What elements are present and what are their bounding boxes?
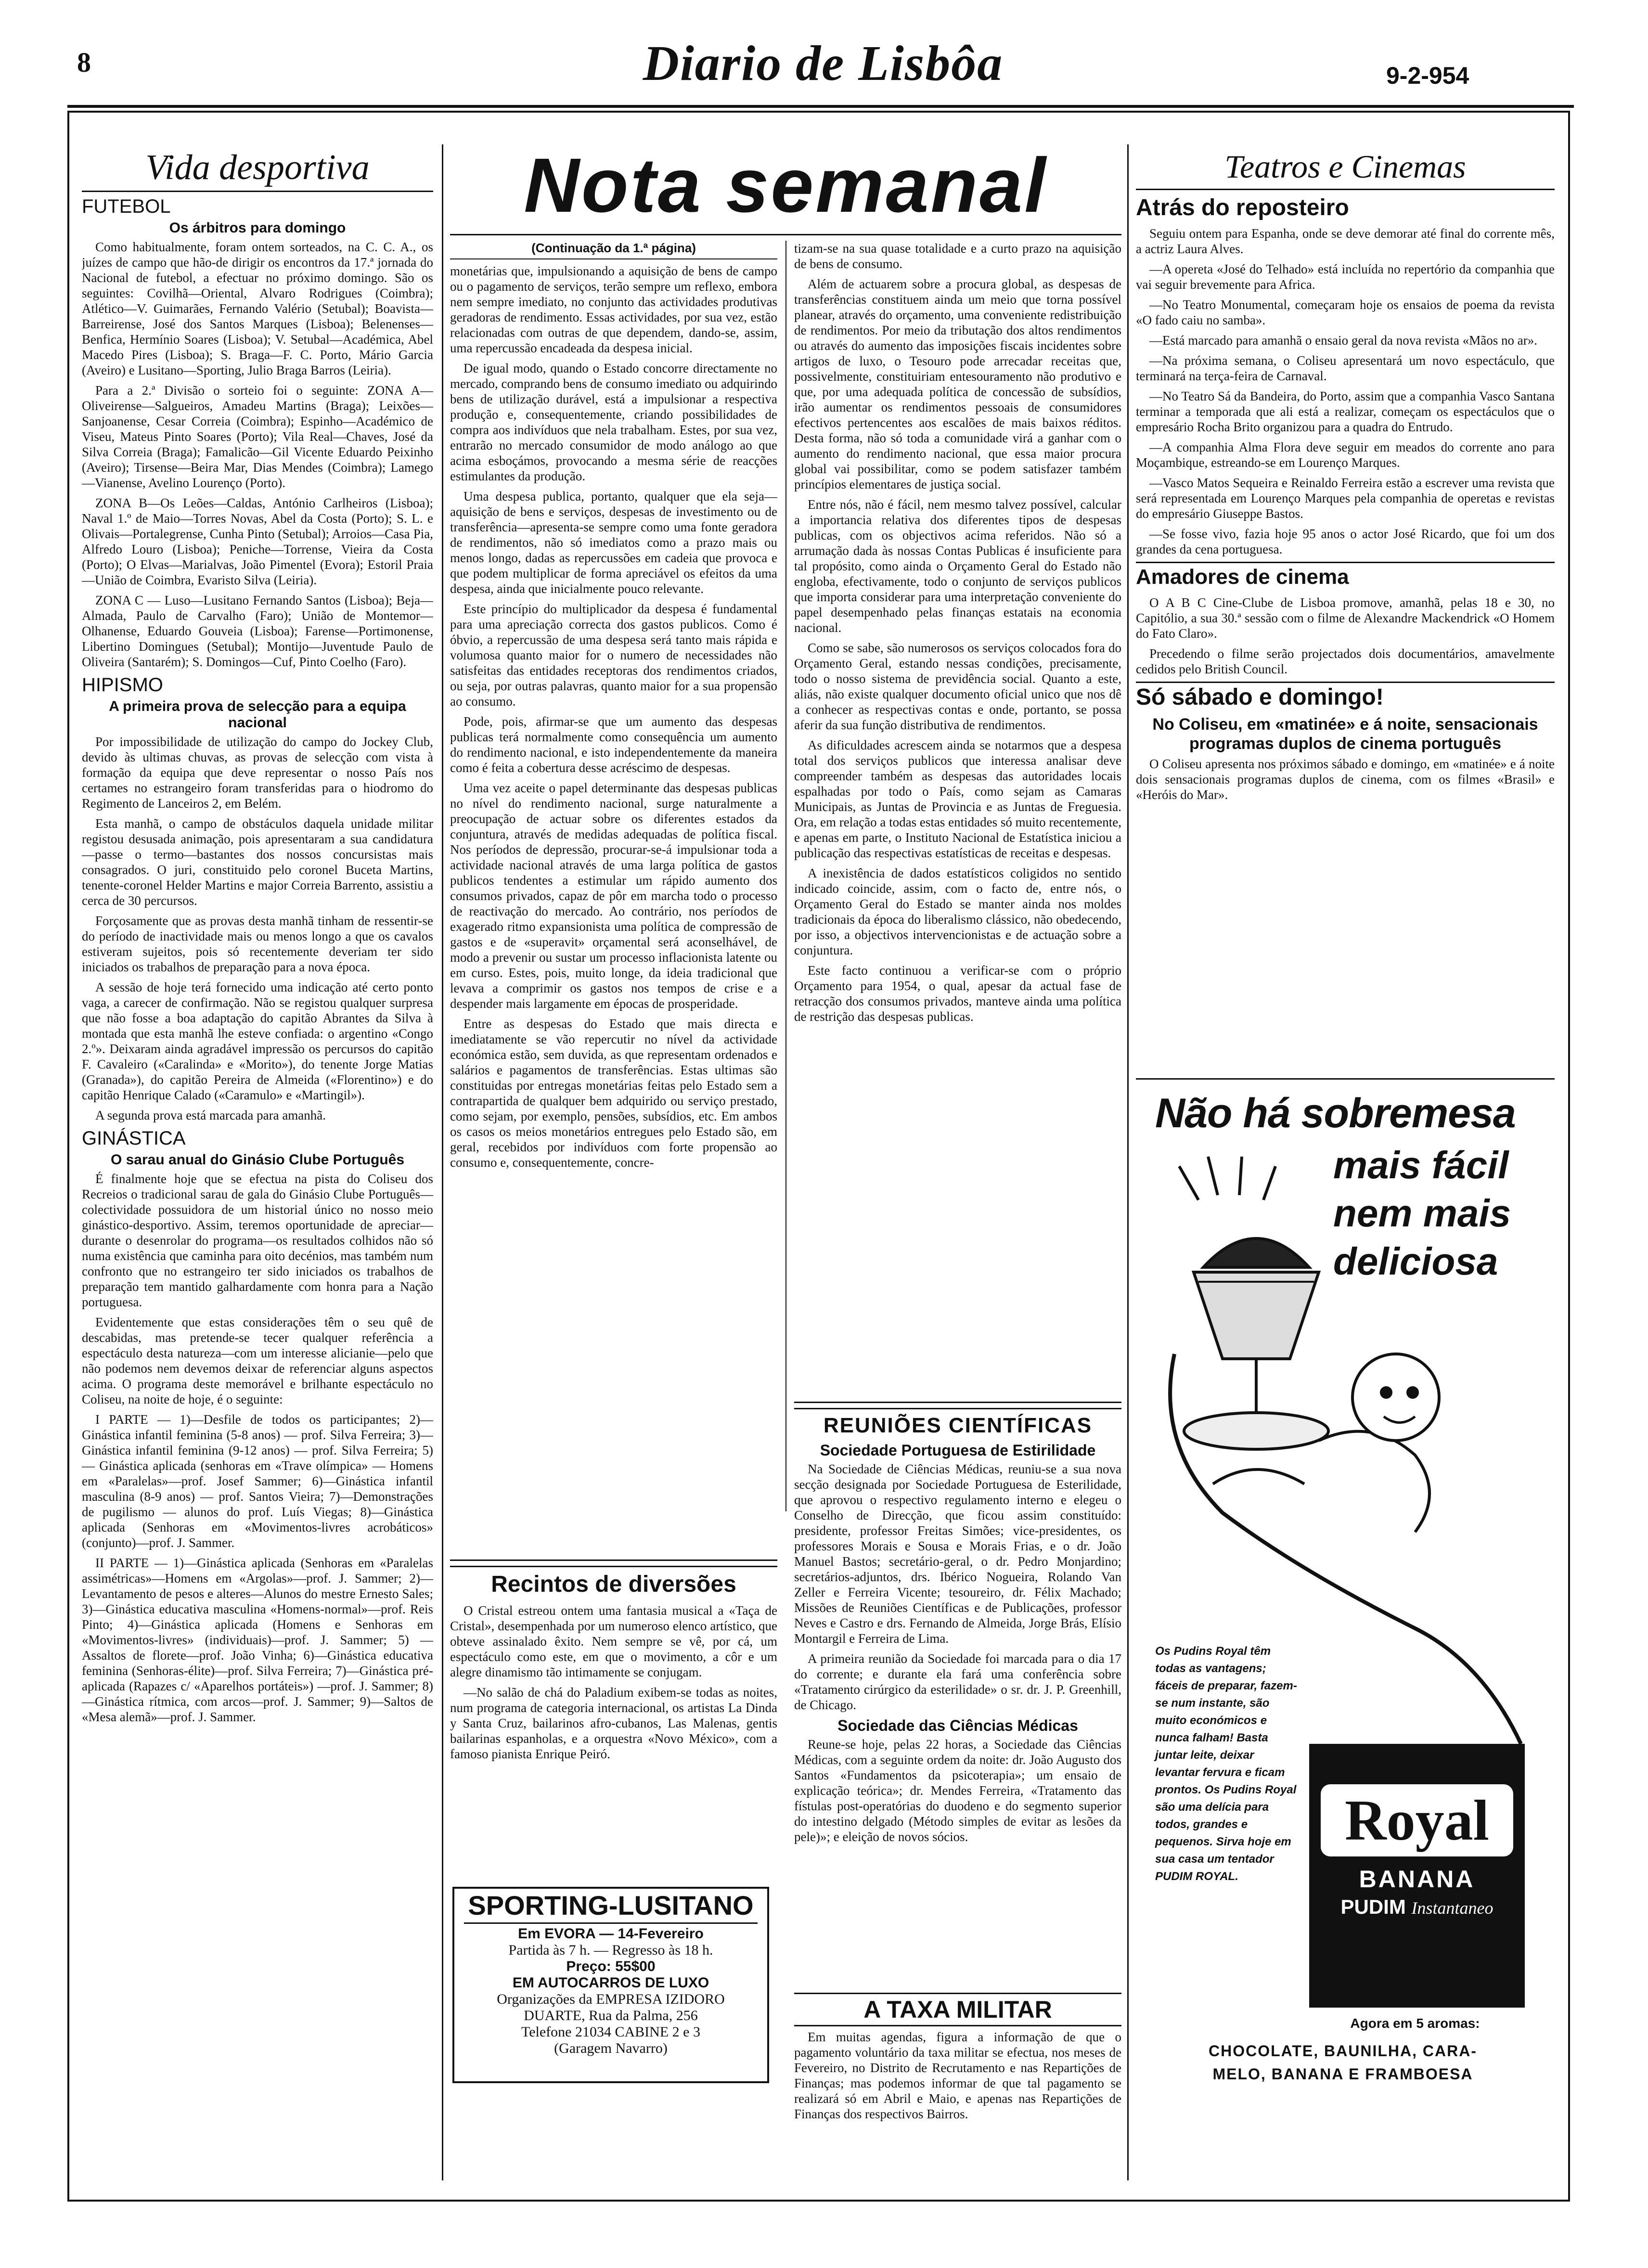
page-number: 8 xyxy=(77,47,91,78)
paragraph: O A B C Cine-Clube de Lisboa promove, amanhã, pelas 18 e 30, no Capitólio, a sua 30.ª sessão com o filme de Alexandre Mackendrick «O Homem do Fato Claro». xyxy=(1136,595,1555,641)
paragraph: —Está marcado para amanhã o ensaio geral da nova revista «Mãos no ar». xyxy=(1149,333,1537,348)
headline-hipismo: A primeira prova de selecção para a equipa nacional xyxy=(109,698,406,731)
ad-body: Os Pudins Royal têm todas as vantagens; fáceis de preparar, fazem-se num instante, são muito económicos e nunca falham! Basta juntar leite, deixar levantar fervura e ficam prontos. Os Pudins Royal são uma delícia para todos, grandes e pequenos. Sirva hoje em sua casa um tentador PUDIM ROYAL. xyxy=(1155,1645,1297,1883)
taxa-box xyxy=(794,1993,1121,2185)
taxa-title: A TAXA MILITAR xyxy=(794,1993,1121,2026)
paragraph: tizam-se na sua quase totalidade e a curto prazo na aquisição de bens de consumo. xyxy=(794,241,1121,271)
ad-headline-4: deliciosa xyxy=(1333,1240,1498,1283)
teatros-title: Teatros e Cinemas xyxy=(1136,144,1555,190)
paragraph: Evidentemente que estas considerações têm o seu quê de descabidas, mas pretende-se tecer qualquer referência a espectáculo desta natureza—com um interesse alicianie—pelo que não podemos nem devemos deixar de referenciar alguns aspectos acima. O programa deste memorável e brilhante espectáculo no Coliseu, na noite de hoje, é o seguinte: xyxy=(82,1315,433,1406)
paragraph: Entre nós, não é fácil, nem mesmo talvez possível, calcular a importancia relativa dos diferentes tipos de despesas publicas, com os objectivos acima referidos. Não só a arrumação dada às nossas Contas Publicas é insuficiente para tal propósito, como ainda o Orçamento Geral do Estado não engloba, efectivamente, todo o conjunto de serviços publicos que importa considerar para uma interpretação conveniente do papel desempenhado pelas finanças estatais na economia nacional. xyxy=(794,497,1121,635)
royal-brand: Royal xyxy=(1345,1788,1489,1852)
nota-col-1 xyxy=(450,241,777,1559)
sporting-line: (Garagem Navarro) xyxy=(554,2040,668,2056)
header-date: 9-2-954 xyxy=(1386,62,1469,89)
royal-ad xyxy=(1136,1078,1555,2182)
ad-aromas: Agora em 5 aromas: xyxy=(1350,2016,1480,2031)
royal-pudim-line xyxy=(1311,1895,1523,1920)
paragraph: Precedendo o filme serão projectados dois documentários, amavelmente cedidos pelo British Council. xyxy=(1136,646,1555,676)
paragraph: —A companhia Alma Flora deve seguir em meados do corrente ano para Moçambique, estreando-se em Lourenço Marques. xyxy=(1136,440,1555,470)
paragraph: —A opereta «José do Telhado» está incluída no repertório da companhia que vai seguir brevemente para Africa. xyxy=(1136,262,1555,292)
paragraph: A inexistência de dados estatísticos coligidos no sentido indicado coincide, assim, com o facto de, entre nós, o Orçamento Geral do Estado se manter ainda nos moldes tradicionais da época do liberalismo clássico, não obedecendo, por isso, a objectivos intervencionistas e de actuação sobre a conjuntura. xyxy=(794,866,1121,957)
royal-package xyxy=(1309,1744,1525,2008)
ad-headline-2: mais fácil xyxy=(1333,1144,1509,1186)
ad-headline-3: nem mais xyxy=(1333,1192,1511,1235)
paragraph: Uma vez aceite o papel determinante das despesas publicas no nível do rendimento nacional, surge naturalmente a preocupação de actuar sobre os diferentes estados da conjuntura, através de medidas adequadas de política fiscal. Nos períodos de depressão, procurar-se-á impulsionar toda a actividade nacional através de uma larga política de gastos publicos tendentes a estimular um rápido aumento dos consumos privados, capaz de pôr em marcha todo o processo de reactivação do mercado. Ao contrário, nos períodos de exagerado ritmo expansionista uma política de compressão de gastos e de «superavit» orçamental será aconselhável, de modo a prevenir ou sustar um processo inflacionista latente ou em curso. Estes, pois, muito longe, da ideia tradicional que levava a comprimir os gastos nos tempos de crise e a despender mais largamente em épocas de prosperidade. xyxy=(450,781,777,1011)
paragraph: Entre as despesas do Estado que mais directa e imediatamente se vão repercutir no nível da actividade económica estão, sem duvida, as que representam ordenados e salários e pagamentos de transferências. Estas ultimas são constituidas por entregas monetárias feitas pelo Estado sem a contrapartida de qualquer bem adquirido ou serviço prestado, como sejam, por exemplo, pensões, subsídios, etc. Em ambos os casos os meios monetários entregues pelo Estado são, em geral, recebidos por indivíduos com forte propensão ao consumo e, consequentemente, concre- xyxy=(450,1017,777,1170)
section-hipismo: HIPISMO xyxy=(82,674,163,696)
recintos-box xyxy=(450,1570,777,1878)
recintos-title: Recintos de diversões xyxy=(491,1572,736,1597)
paragraph: Como se sabe, são numerosos os serviços colocados fora do Orçamento Geral, estando nessas condições, precisamente, todo o nosso sistema de previdência social. Quanto a este, aliás, não existe qualquer documento oficial unico que nos dê a conhecer as respectivas contas e onde, portanto, se possa aferir da sua função distributiva de rendimentos. xyxy=(794,641,1121,732)
paragraph: —Na próxima semana, o Coliseu apresentará um novo espectáculo, que terminará na terça-feira de Carnaval. xyxy=(1136,353,1555,383)
royal-brand-panel xyxy=(1321,1784,1513,1856)
paragraph: —Se fosse vivo, fazia hoje 95 anos o actor José Ricardo, que foi um dos grandes da cena portuguesa. xyxy=(1136,527,1555,556)
paragraph: —No Teatro Monumental, começaram hoje os ensaios de poema da revista «O fado caiu no samba». xyxy=(1136,297,1555,327)
royal-instantaneo: Instantaneo xyxy=(1411,1898,1494,1918)
nota-rule xyxy=(450,234,1121,235)
paragraph: —No salão de chá do Paladium exibem-se todas as noites, num programa de categoria internacional, os artistas La Dinda y Santa Cruz, bailarinos afro-cubanos, Las Malenas, gentis bailarinas espanholas, e a orquestra «Novo México», com a famoso pianista Enrique Peiró. xyxy=(450,1685,777,1761)
paragraph: É finalmente hoje que se efectua na pista do Coliseu dos Recreios o tradicional sarau de gala do Ginásio Clube Português—colectividade possuidora de um historial único no nosso meio ginástico-desportivo. Assim, teremos oportunidade de apreciar—durante o desenrolar do programa—os resultados colhidos não só numa existência que caminha para oito decénios, mas também num confronto que no estrangeiro ter sido iniciados os trabalhos de preparação tem mantido galhardamente com honra para a Nação portuguesa. xyxy=(82,1172,433,1309)
paragraph: I PARTE — 1)—Desfile de todos os participantes; 2)—Ginástica infantil feminina (5-8 anos) — prof. Silva Ferreira; 3)—Ginástica infantil feminina (9-12 anos) — prof. Silva Ferreira; 5) — Ginástica aplicada (senhoras em «Trave olímpica» — Homens em «Paralelas»—prof. Josef Sammer; 6)—Ginástica infantil masculina (8-9 anos) — prof. Santos Vieira; 7)—Demonstrações de pugilismo — alunos do prof. Luís Viegas; 8)—Ginástica aplicada (Senhoras em «Movimentos-livres acrobáticos» (conjunto)—prof. J. Sammer. xyxy=(82,1412,433,1550)
ad-flavors-line: CHOCOLATE, BAUNILHA, CARA- xyxy=(1208,2042,1478,2060)
paragraph: ZONA C — Luso—Lusitano Fernando Santos (Lisboa); Beja—Almada, Paulo de Carvalho (Faro); União de Montemor—Olhanense, Eduardo Gouveia (Lisboa); Farense—Portimonense, Libertino Domingues (Setubal); Montijo—Juventude Paulo de Oliveira (Santarém); S. Domingos—Cuf, Pinto Coelho (Faro). xyxy=(82,593,433,669)
nota-column-divider xyxy=(785,241,786,1511)
column-divider xyxy=(1127,144,1129,2180)
headline-coliseu: No Coliseu, em «matinée» e á noite, sensacionais programas duplos de cinema português xyxy=(1152,715,1538,753)
sporting-line: EM AUTOCARROS DE LUXO xyxy=(512,1975,709,1991)
sporting-line: Partida às 7 h. — Regresso às 18 h. xyxy=(508,1942,713,1958)
reunioes-rule xyxy=(794,1402,1121,1409)
sporting-line: Em EVORA — 14-Fevereiro xyxy=(518,1926,704,1942)
nota-col-2 xyxy=(794,241,1121,1396)
continuation-note: (Continuação da 1.ª página) xyxy=(450,241,777,259)
paragraph: ZONA B—Os Leões—Caldas, António Carlheiros (Lisboa); Naval 1.º de Maio—Torres Novas, Abel da Costa (Porto); S. L. e Olivais—Portalegrense, Cunha Pinto (Setubal); Arroios—Casa Pia, Alfredo Louro (Lisboa); Peniche—Torrense, Vieira da Costa (Porto); O Elvas—Marialvas, João Pimentel (Evora); Estoril Praia—União de Coimbra, Evaristo Silva (Leiria). xyxy=(82,496,433,587)
headline-ciencias-medicas: Sociedade das Ciências Médicas xyxy=(837,1717,1078,1734)
paragraph: Por impossibilidade de utilização do campo do Jockey Club, devido às ultimas chuvas, as provas de selecção com vista à formação da equipa que deve representar o nosso País nos certames no estrangeiro foram transferidas para o hiodromo do Regimento de Lanceiros 2, em Belém. xyxy=(82,735,433,811)
paragraph: O Coliseu apresenta nos próximos sábado e domingo, em «matinée» e á noite dois sensacionais programas duplos de cinema, com os filmes «Brasil» e «Heróis do Mar». xyxy=(1136,757,1555,802)
paragraph: monetárias que, impulsionando a aquisição de bens de campo ou o pagamento de serviços, terão sempre um reflexo, embora nem sempre imediato, no conjunto das actividades produtivas geradoras de rendimento. Essas actividades, por sua vez, estão relacionadas com outras de que dependem, dando-se, assim, uma repercussão encadeada da despesa inicial. xyxy=(450,264,777,355)
headline-esterilidade: Sociedade Portuguesa de Estirilidade xyxy=(820,1442,1096,1459)
recintos-rule xyxy=(450,1559,777,1567)
headline-sabado: Só sábado e domingo! xyxy=(1136,682,1555,712)
headline-arbitros: Os árbitros para domingo xyxy=(169,220,346,236)
sporting-line: Telefone 21034 CABINE 2 e 3 xyxy=(521,2024,700,2040)
nota-title: Nota semanal xyxy=(524,142,1048,228)
header-rule xyxy=(67,105,1574,108)
headline-reposteiro: Atrás do reposteiro xyxy=(1136,195,1349,220)
headline-ginastica: O sarau anual do Ginásio Clube Português xyxy=(110,1152,405,1168)
paragraph: A primeira reunião da Sociedade foi marcada para o dia 17 do corrente; e durante ela fará uma conferência sobre «Tratamento cirúrgico da esterilidade» o sr. dr. J. P. Greenhill, de Chicago. xyxy=(794,1651,1121,1712)
paragraph: Forçosamente que as provas desta manhã tinham de ressentir-se do período de inactividade mais ou menos longo a que os cavalos estiveram sujeitos, pois só recentemente deveriam ter sido iniciados os trabalhos de preparação para a nova época. xyxy=(82,914,433,974)
section-futebol: FUTEBOL xyxy=(82,196,171,217)
paragraph: II PARTE — 1)—Ginástica aplicada (Senhoras em «Paralelas assimétricas»—Homens em «Argolas»—prof. J. Sammer; 2)—Levantamento de pesos e alteres—Alunos do mestre Ernesto Sales; 3)—Ginástica educativa masculina «Homens-normal»—prof. Reis Pinto; 4)—Ginástica aplicada (Homens e Senhoras em «Movimentos-livres» (individuais)—prof. J. Sammer; 5) — Assaltos de florete—prof. João Vinha; 6)—Ginástica educativa feminina (Senhoras-élite)—prof. Silva Ferreira; 7)—Ginástica pré-aplicada (Rapazes c/ «Aparelhos portáteis») —prof. J. Sammer; 8)—Ginástica rítmica, com arcos—prof. J. Sammer; 9)—Saltos de «Mesa alemã»—prof. J. Sammer. xyxy=(82,1556,433,1724)
masthead: Diario de Lisbôa xyxy=(643,36,1004,91)
paragraph: A segunda prova está marcada para amanhã. xyxy=(95,1108,326,1122)
royal-flavor: BANANA xyxy=(1359,1866,1475,1893)
paragraph: Em muitas agendas, figura a informação de que o pagamento voluntário da taxa militar se efectua, nos meses de Fevereiro, no Distrito de Recrutamento e nas Repartições de Finanças; mas podemos informar de que tal pagamento se realizará só em Abril e Maio, e apenas nas Repartições de Finanças dos respectivos Bairros. xyxy=(794,2030,1121,2121)
royal-pudim: PUDIM xyxy=(1340,1895,1406,1918)
teatros-column xyxy=(1136,144,1555,1073)
sports-column xyxy=(82,144,433,2180)
sporting-line: Organizações da EMPRESA IZIDORO xyxy=(497,1991,725,2007)
paragraph: As dificuldades acrescem ainda se notarmos que a despesa total dos serviços publicos que interessa analisar deve compreender também as despesas das autoridades locais espalhadas por todo o País, como sejam as Camaras Municipais, as Juntas de Provincia e as Juntas de Freguesia. Ora, em relação a todas estas entidades só muito recentemente, e apenas em parte, o Instituto Nacional de Estatística iniciou a publicação das respectivas estatísticas de receitas e despesas. xyxy=(794,738,1121,860)
sports-title: Vida desportiva xyxy=(82,144,433,192)
section-ginastica: GINÁSTICA xyxy=(82,1128,186,1149)
paragraph: Como habitualmente, foram ontem sorteados, na C. C. A., os juízes de campo que hão-de dirigir os encontros da 17.ª jornada do Nacional de futebol, a efectuar no próximo domingo. São os seguintes: Covilhã—Oriental, Alvaro Rodrigues (Coimbra); Atlético—V. Guimarães, Fernando Valério (Setubal); Boavista—Barreirense, José dos Santos Marques (Lisboa); Belenenses—Benfica, Hermínio Soares (Lisboa); V. Setubal—Académica, Abel Macedo Pires (Lisboa); S. Braga—F. C. Porto, Mário Garcia (Aveiro) e Lusitano—Sporting, Julio Braga Barros (Leiria). xyxy=(82,240,433,377)
paragraph: Este princípio do multiplicador da despesa é fundamental para uma apreciação correcta dos gastos publicos. Como é óbvio, a repercussão de uma despesa será tanto mais rápida e volumosa quanto maior for o numero de necessidades não satisfeitas das entidades receptoras dos rendimentos criados, ou seja, por outras palavras, quanto maior for a sua propensão ao consumo. xyxy=(450,602,777,709)
paragraph: Na Sociedade de Ciências Médicas, reuniu-se a sua nova secção designada por Sociedade Portuguesa de Esterilidade, que aprovou o respectivo regulamento interno e elegeu o Conselho de Direcção, que ficou assim constituído: presidente, professor Freitas Simões; vice-presidentes, os professores Morais e Sousa e Morais Frias, e o dr. João Manuel Bastos; secretário-geral, o dr. Pedro Monjardino; secretários-adjuntos, drs. Ibérico Nogueira, Rolando Van Zeller e Ferreira Vicente; tesoureiro, dr. Félix Machado; Missões de Reuniões Científicas e de Publicações, professor Neves e Castro e drs. Fernando de Almeida, Jorge Brás, Elísio Montargil e Ferreira de Lima. xyxy=(794,1462,1121,1646)
paragraph: O Cristal estreou ontem uma fantasia musical a «Taça de Cristal», desempenhada por um numeroso elenco artístico, que obteve assinalado êxito. Nem sempre se vê, por cá, um espectáculo como este, em que o movimento, a côr e um alegre dinamismo tão intimamente se conjugam. xyxy=(450,1603,777,1679)
headline-amadores: Amadores de cinema xyxy=(1136,562,1555,591)
sporting-ad xyxy=(452,1887,769,2083)
sporting-price: Preço: 55$00 xyxy=(566,1959,656,1974)
ad-headline-1: Não há sobremesa xyxy=(1155,1090,1516,1136)
paragraph: Esta manhã, o campo de obstáculos daquela unidade militar registou desusada animação, pois apresentaram a sua candidatura—passe o termo—bastantes dos nossos concursistas mais consagrados. O juri, constituido pelo coronel Buceta Martins, tenente-coronel Helder Martins e major Correia Barrento, assistiu a cerca de 30 percursos. xyxy=(82,816,433,908)
paragraph: Uma despesa publica, portanto, qualquer que ela seja—aquisição de bens e serviços, despesas de investimento ou de transferência—apresenta-se sempre como uma fonte geradora de rendimentos, não só imediatos como a prazo mais ou menos longo, dadas as repercussões em cadeia que provoca e que podem multiplicar de forma apreciável os efeitos da uma despesa, ainda que inicialmente pouco relevante. xyxy=(450,489,777,596)
paragraph: A sessão de hoje terá fornecido uma indicação até certo ponto vaga, a carecer de confirmação. Não se registou qualquer surpresa que não fosse a boa adaptação do capitão Abrantes da Silva à montada que esta manhã lhe esteve confiada: o argentino «Congo 2.º». Deixaram ainda agradável impressão os percursos do capitão F. Cavaleiro («Caralinda» e «Morito»), do tenente Jorge Matias (Granada»), do capitão Pereira de Almeida («Florentino») e do capitão Henrique Calado («Caramulo» e «Martingil»). xyxy=(82,980,433,1102)
paragraph: De igual modo, quando o Estado concorre directamente no mercado, comprando bens de consumo imediato ou adquirindo bens de utilização durável, está a impulsionar a respectiva produção e, consequentemente, criando possibilidades de compra aos indivíduos que nela trabalham. Estes, por sua vez, entrarão no mercado consumidor de modo análogo ao que acima esboçámos, provocando a mesma série de reacções estimulantes da produção. xyxy=(450,361,777,483)
paragraph: Reune-se hoje, pelas 22 horas, a Sociedade das Ciências Médicas, com a seguinte ordem da noite: dr. João Augusto dos Santos «Fundamentos da psicoterapia»; um ensaio de explicação teórica»; dr. Mendes Ferreira, «Tratamento das fístulas post-operatórias do duodeno e do segmento superior do intestino delgado (Método simples de evitar as lesões da pele)»; e eleição de novos sócios. xyxy=(794,1737,1121,1844)
paragraph: —Vasco Matos Sequeira e Reinaldo Ferreira estão a escrever uma revista que será representada em Lourenço Marques pela companhia de operetas e revistas do empresário Giuseppe Bastos. xyxy=(1136,476,1555,521)
sporting-line: DUARTE, Rua da Palma, 256 xyxy=(524,2008,698,2023)
paragraph: Seguiu ontem para Espanha, onde se deve demorar até final do corrente mês, a actriz Laura Alves. xyxy=(1136,226,1555,256)
paragraph: Além de actuarem sobre a procura global, as despesas de transferências constituem ainda um meio que torna possível planear, através do orçamento, uma conveniente redistribuição de rendimentos. Por meio da tributação dos altos rendimentos ou através do aumento das imposições fiscais incidentes sobre artigos de luxo, o Tesouro pode arrecadar receitas que, possivelmente, constituiriam entesouramento não produtivo e que, por uma adequada política de concessão de subsídios, irão aumentar os rendimentos pessoais de consumidores efectivos pertencentes aos escalões de mais baixos réditos. Desta forma, não só toda a comunidade virá a ganhar com o aumento do rendimento nacional, que essa maior procura global vai possibilitar, como se podem satisfazer também princípios elementares de justiça social. xyxy=(794,277,1121,491)
reunioes-box xyxy=(794,1412,1121,1980)
reunioes-title: REUNIÕES CIENTÍFICAS xyxy=(823,1414,1093,1437)
sporting-title: SPORTING-LUSITANO xyxy=(464,1889,758,1924)
paragraph: Este facto continuou a verificar-se com o próprio Orçamento para 1954, o qual, apesar da actual fase de retracção dos consumos privados, manteve ainda uma política de restrição das despesas publicas. xyxy=(794,963,1121,1024)
column-divider xyxy=(442,144,443,2180)
paragraph: Para a 2.ª Divisão o sorteio foi o seguinte: ZONA A—Oliveirense—Salgueiros, Amadeu Martins (Braga); Leixões—Sanjoanense, Cesar Correia (Coimbra); Espinho—Académico de Viseu, Mateus Pinto Soares (Porto); Vila Real—Chaves, José da Silva Correia (Braga); Famalicão—Gil Vicente Eduardo Peixinho (Aveiro); Tirsense—Beira Mar, Dias Mendes (Coimbra); Lamego—Vianense, Avelino Lourenço (Porto). xyxy=(82,383,433,490)
paragraph: —No Teatro Sá da Bandeira, do Porto, assim que a companhia Vasco Santana terminar a temporada que ali está a realizar, começam os espectáculos que o empresário Rocha Brito organizou para a quadra do Entrudo. xyxy=(1136,389,1555,434)
paragraph: Pode, pois, afirmar-se que um aumento das despesas publicas terá normalmente como consequência um aumento do rendimento nacional, e isto independentemente da maneira como é feita a cobertura desse acréscimo de despesas. xyxy=(450,714,777,775)
ad-flavors-line: MELO, BANANA E FRAMBOESA xyxy=(1212,2065,1473,2083)
